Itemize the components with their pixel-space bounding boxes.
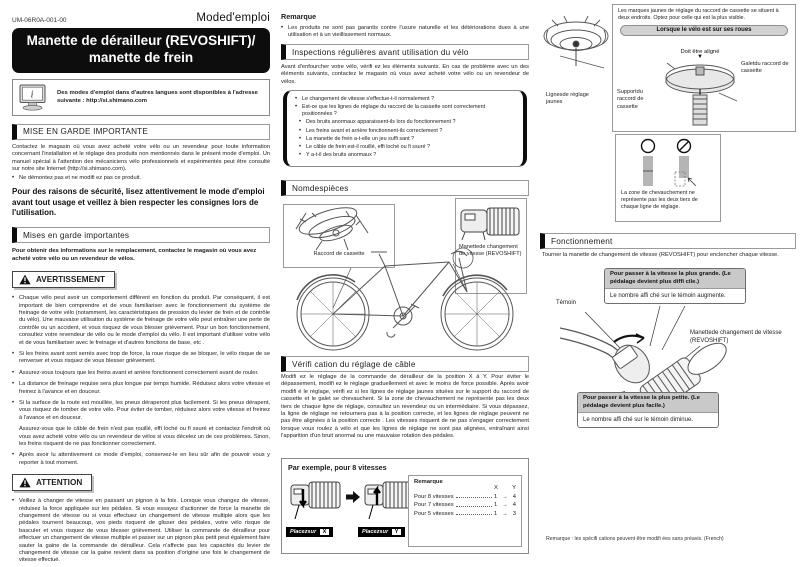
shifter-inset: [455, 198, 527, 294]
inspection-checklist: [283, 90, 527, 167]
warning-cable-note: Assurez-vous que le câble de frein n'est pas rouillé, effi loché ou fi ssuré et contactez l'endroit où vous avez acheté votre vélo ou un revendeur de vélos si vous décelez un de ces problèmes. Sinon, les freins risquent de ne pas fonctionner correctement.: [19, 426, 270, 448]
row-label: Pour 7 vitesses: [414, 502, 454, 508]
arrow-glyph: →: [502, 502, 508, 508]
section-heading-warnings: Mises en garde importantes: [12, 227, 270, 243]
important-body: Contactez le magasin où vous avez acheté votre vélo ou un revendeur pour toute information concernant l'installation et le réglage des produits non mentionnés dans le présent mode d'emploi. Un manuel spécial à l'attention des mécaniciens vélo professionnels et expérimentés peut être consulté sur notre site Internet (http://si.shimano.com).: [12, 143, 270, 172]
section-heading-parts: Nomdespièces: [281, 180, 529, 196]
yellow-marks-note: Les marques jaunes de réglage du raccord de cassette se situent à deux endroits. Optez pour celle qui est la plus visible.: [618, 8, 779, 21]
col-y: Y: [512, 485, 516, 491]
section-heading-inspections: Inspections régulières avant utilisation du vélo: [281, 44, 529, 60]
wheels-on-ground-banner: Lorsque le vélo est sur ses roues: [620, 25, 788, 36]
page-title: [12, 28, 270, 73]
section-heading-cable-check: Vérifi cation du réglage de câble: [281, 356, 529, 372]
not-ok-icon: [678, 140, 691, 153]
upshift-title: Pour passer à la vitesse la plus grande. (Le pédalage devient plus diffi cile.): [605, 269, 745, 289]
section-heading-operation: Fonctionnement: [540, 233, 796, 249]
important-bullet: • Ne démontez pas et ne modifi ez pas ce produit.: [12, 175, 270, 182]
spec-footer-note: Remarque : les spécifi cations peuvent être modifi ées sans préavis. (French): [546, 536, 724, 542]
warning-badge: [12, 271, 115, 288]
arrow-glyph: →: [502, 493, 508, 500]
place-on-text: Placezsur: [362, 528, 389, 535]
middle-column: [281, 0, 529, 567]
cable-check-body: Modifi ez le réglage de la commande de dérailleur de la position X à Y. Pour éviter le dépassement, modifi ez le réglage graduellement et avec le moins de force possible. Après avoir modifi é le réglage, vérifi ez si les lignes de réglage jaunes situées sur le support du raccord de cassette et le galet se chevauchent. Si la zone de chevauchement ne représente pas les deux tiers de chaque ligne de réglage, consultez un revendeur ou un intermédiaire. Si vous dépassez, la ligne de réglage ne retournera pas à la position correcte, et les lignes de réglage peuvent ne pas être alignées à la position correcte . Les vitesses risquent de ne pas s'engager correctement lorsque vous roulez à vélo et que les lignes de réglage ne sont pas alignées, entraînant ainsi l'apparition d'un bruit anormal ou une mauvaise rotation des pédales.: [281, 374, 529, 440]
table-row: [414, 511, 516, 517]
page-title-line2: manette de frein: [88, 49, 194, 65]
left-column: [12, 0, 270, 565]
caution-text: • Veillez à changer de vitesse en passant un pignon à la fois. Lorsque vous changez de vitesse, réduisez la force appliquée sur les pédales. Si vous essayez d'actionner de force la manette de changement de vitesse ou si vous effectuez un changement de vitesse multiple alors que les pédales tournent beaucoup, vos pieds risquent de glisser des pédales, votre vélo risque de basculer et vous risquez de vous blesser grièvement. Utiliser la commande de dérailleur pour effectuer un changement de vitesse multiple et passer sur un pignon plus petit peut également faire sauter la gaine de la commande de dérailleur. Cela n'affecte pas les capacités du levier de changement de vitesse car la gaine revient dans sa position d'origine une fois le changement de vitesse effectué.: [12, 498, 270, 565]
warning-item: • Après avoir lu attentivement ce mode d'emploi, conservez-le en lieu sûr afin de pouvoir vous y reporter à tout moment.: [12, 452, 270, 467]
example-box: [281, 458, 529, 554]
row-to: 4: [512, 493, 516, 500]
doc-type: Moded'emploi: [196, 12, 270, 24]
warning-item: • Si les freins avant sont serrés avec trop de force, la roue risque de se bloquer, le vélo risque de se renverser et vous risquez de vous blesser grièvement.: [12, 351, 270, 366]
upshift-callout: [604, 268, 746, 304]
row-label: Pour 5 vitesses: [414, 510, 454, 517]
example-heading: Par exemple, pour 8 vitesses: [288, 463, 387, 472]
right-column: [540, 0, 796, 567]
overlap-check-box: [615, 134, 721, 222]
svg-text:i: i: [30, 88, 34, 101]
remark-bullet: • Les produits ne sont pas garantis contre l'usure naturelle et les détériorations dues à une utilisation et à un vieillissement normaux.: [281, 25, 529, 40]
shifter-position-x-drawing: [290, 475, 342, 521]
warning-triangle-icon: [19, 477, 31, 488]
table-row: [414, 502, 516, 508]
checklist-item: • Le câble de frein est-il rouillé, effi loché ou fi ssuré ?: [299, 144, 515, 151]
warning-item: • Assurez-vous toujours que les freins avant et arrière fonctionnent correctement avant de rouler.: [12, 370, 270, 377]
caution-badge: [12, 474, 92, 491]
downshift-title: Pour passer à la vitesse la plus petite. (Le pédalage devient plus facile.): [578, 393, 718, 413]
checklist-item: • Les freins avant et arrière fonctionnent-ils correctement ?: [299, 128, 515, 135]
cassette-joint-inset: [283, 204, 395, 268]
key-y: Y: [392, 529, 401, 536]
yellow-lines-label: Lignesde réglage jaunes: [546, 92, 589, 106]
row-from: 1: [494, 510, 498, 517]
inspections-intro: Avant d'enfourcher votre vélo, vérifi ez les éléments suivants. En cas de problème avec un des éléments suivants, contactez le magasin où vous avez acheté votre vélo ou un revendeur de vélos.: [281, 64, 529, 85]
remark-heading: Remarque: [281, 12, 317, 21]
temoin-label: Témoin: [556, 300, 577, 306]
arrow-glyph: →: [502, 510, 508, 517]
warning-item: • La distance de freinage requise sera plus longue par temps humide. Réduisez alors votre vitesse et freinez à l'avance et en douceur.: [12, 381, 270, 396]
language-info-box: [12, 79, 270, 116]
must-align-text: Doit être aligné: [680, 49, 720, 55]
page-title-line1: Manette de dérailleur (REVOSHIFT)/: [26, 33, 256, 48]
language-info-text: Des modes d'emploi dans d'autres langues sont disponibles à l'adresse suivante : http://si.shimano.com: [57, 89, 258, 105]
shifter-label: Manettede changement de vitesse (REVOSHIFT): [690, 330, 782, 344]
row-to: 4: [512, 502, 516, 508]
warnings-intro: Pour obtenir des informations sur le remplacement, contactez le magasin où vous avez acheté votre vélo ou un revendeur de vélos.: [12, 248, 257, 263]
cassette-joint-detail-drawing: [657, 63, 743, 129]
section-heading-important: MISE EN GARDE IMPORTANTE: [12, 124, 270, 140]
checklist-item: • Y a-t-il des bruits anormaux ?: [299, 152, 515, 159]
warning-item: • Chaque vélo peut avoir un comportement différent en fonction du produit. Par conséquent, il est important de bien comprendre et de vous familiariser avec le fonctionnement du système de freinage de votre vélo (notamment, les caractéristiques de pression du levier de frein et de contrôle du vélo). Une mauvaise utilisation du système de freinage de votre vélo peut entraîner une perte de contrôle ou un accident, et vous risquez de vous blesser grièvement. Pour un bon fonctionnement, consultez votre revendeur de vélo ou le mode d'emploi du vélo. Il est important d'utiliser votre vélo et de vous familiariser avec le freinage et d'autres fonctions de base, etc .: [12, 295, 270, 347]
parts-diagram: [281, 196, 529, 356]
place-on-x-label: [286, 527, 333, 537]
checklist-item: • Des bruits anormaux apparaissent-ils lors du fonctionnement ?: [299, 119, 515, 126]
row-to: 3: [512, 510, 516, 517]
yellow-marks-box: [612, 4, 796, 132]
row-from: 1: [494, 502, 498, 508]
place-on-y-label: [358, 527, 405, 537]
must-align-label: [665, 49, 735, 60]
galet-label: Galetdu raccord de cassette: [741, 61, 789, 75]
gear-range-table: [408, 475, 522, 547]
right-arrow-icon: [346, 491, 360, 503]
safety-note: Pour des raisons de sécurité, lisez attentivement le mode d'emploi avant tout usage et veillez à bien respecter les consignes lors de l'utilisation.: [12, 186, 265, 218]
row-label: Pour 8 vitesses: [414, 493, 454, 500]
upshift-body: Le nombre affi ché sur le témoin augmente.: [610, 292, 726, 299]
overlap-ok-notok-drawing: [618, 138, 718, 190]
doc-code: UM-06R0A-001-00: [12, 17, 67, 24]
revoshift-shifter-drawing: [459, 202, 523, 244]
operation-intro: Tourner la manette de changement de vitesse (REVOSHIFT) pour enclencher chaque vitesse.: [542, 252, 779, 258]
downshift-body: Le nombre affi ché sur le témoin diminue.: [583, 416, 693, 423]
downshift-callout: [577, 392, 719, 428]
down-arrow-icon: ▼: [697, 54, 703, 60]
shifter-inset-label: Manettede changement de vitesse (REVOSHIFT): [459, 244, 522, 258]
checklist-item: • Le changement de vitesse s'effectue-t-il normalement ?: [295, 96, 515, 103]
cassette-joint-drawing: [286, 207, 392, 251]
warning-triangle-icon: [19, 274, 31, 285]
table-heading: Remarque: [414, 479, 443, 485]
cassette-joint-label: Raccord de cassette: [313, 251, 365, 257]
row-from: 1: [494, 493, 498, 500]
support-label: Supportdu raccord de cassette: [617, 89, 644, 110]
checklist-item: • Est-ce que les lignes de réglage du raccord de la cassette sont correctement positionnées ?: [295, 104, 515, 118]
col-x: X: [494, 485, 498, 491]
monitor-info-icon: [19, 84, 49, 111]
place-on-text: Placezsur: [290, 528, 317, 535]
table-row: [414, 494, 516, 500]
checklist-item: • La manette de frein a-t-elle un jeu suffi sant ?: [299, 136, 515, 143]
caution-badge-label: ATTENTION: [36, 478, 83, 488]
key-x: X: [320, 529, 329, 536]
cassette-joint-top-drawing: [540, 10, 612, 90]
overlap-note: La zone de chevauchement ne représente pas les deux tiers de chaque ligne de réglage.: [621, 190, 698, 210]
warning-item: • Si la surface de la route est mouillée, les pneus déraperont plus facilement. Si les pneus dérapent, vous risquez de tomber de votre vélo. Pour éviter de tomber, réduisez alors votre vitesse et freinez à l'avance et en douceur.: [12, 400, 270, 422]
warning-badge-label: AVERTISSEMENT: [36, 275, 105, 285]
